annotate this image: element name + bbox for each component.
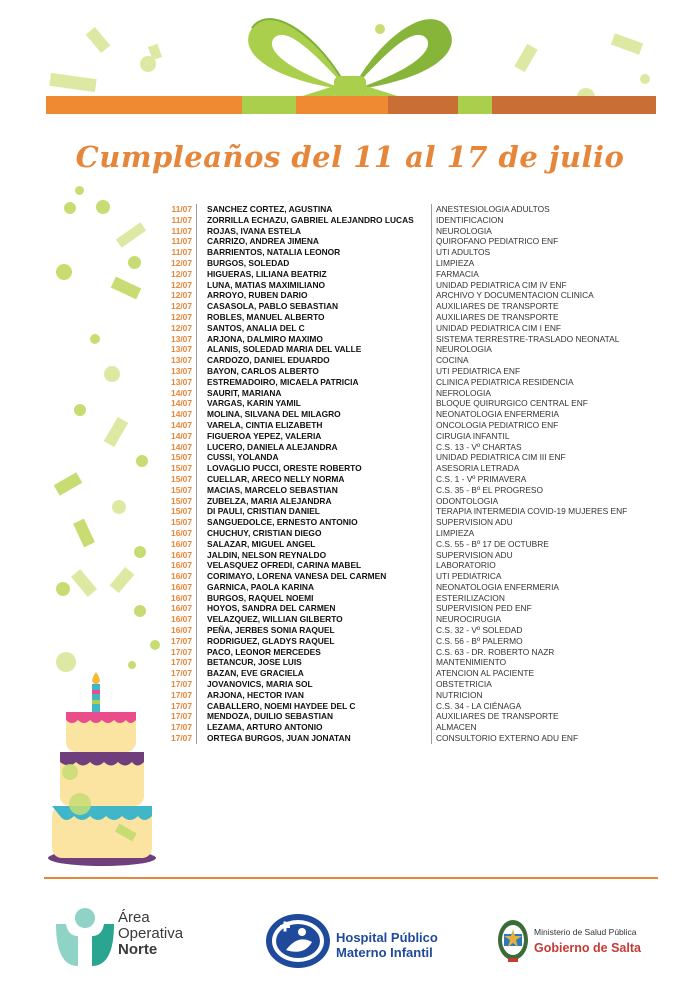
birthday-row [160, 550, 680, 561]
birthday-name: BURGOS, RAQUEL NOEMI [207, 592, 314, 603]
footer-divider [44, 877, 658, 879]
birthday-row [160, 571, 680, 582]
birthday-department: COCINA [431, 355, 676, 366]
birthday-name: LUNA, MATIAS MAXIMILIANO [207, 279, 326, 290]
birthday-row [160, 442, 680, 453]
birthday-name: ARROYO, RUBEN DARIO [207, 290, 308, 301]
birthday-date: 16/07 [160, 603, 197, 614]
birthday-row [160, 614, 680, 625]
salta-seal-icon [496, 918, 530, 964]
birthday-department: AUXILIARES DE TRANSPORTE [431, 711, 676, 722]
birthday-name: VELAZQUEZ, WILLIAN GILBERTO [207, 614, 343, 625]
birthday-name: JOVANOVICS, MARIA SOL [207, 679, 313, 690]
birthday-row [160, 334, 680, 345]
birthday-name: MACIAS, MARCELO SEBASTIAN [207, 484, 338, 495]
birthday-cake-icon [44, 672, 160, 868]
birthday-department: CIRUGIA INFANTIL [431, 431, 676, 442]
birthday-row [160, 474, 680, 485]
birthday-date: 14/07 [160, 398, 197, 409]
birthday-date: 16/07 [160, 560, 197, 571]
gift-bow-icon [230, 6, 470, 100]
birthday-department: UTI PEDIATRICA [431, 571, 676, 582]
birthday-name: CARRIZO, ANDREA JIMENA [207, 236, 319, 247]
birthday-date: 16/07 [160, 593, 197, 604]
birthday-row [160, 625, 680, 636]
birthday-date: 15/07 [160, 517, 197, 528]
birthday-department: LABORATORIO [431, 560, 676, 571]
government-name: Gobierno de Salta [534, 941, 641, 955]
birthday-name: CUSSI, YOLANDA [207, 452, 279, 463]
birthday-row [160, 668, 680, 679]
birthday-department: NEFROLOGIA [431, 388, 676, 399]
birthday-department: NEUROLOGIA [431, 344, 676, 355]
birthday-name: BAYON, CARLOS ALBERTO [207, 365, 319, 376]
birthday-name: ALANIS, SOLEDAD MARIA DEL VALLE [207, 344, 362, 355]
birthday-row [160, 226, 680, 237]
birthday-name: VARGAS, KARIN YAMIL [207, 398, 301, 409]
birthday-row [160, 733, 680, 744]
birthday-department: ODONTOLOGIA [431, 496, 676, 507]
birthday-date: 14/07 [160, 388, 197, 399]
birthday-department: C.S. 13 - Vº CHARTAS [431, 442, 676, 453]
birthday-department: UTI ADULTOS [431, 247, 676, 258]
birthday-name: ZUBELZA, MARIA ALEJANDRA [207, 495, 332, 506]
birthday-row [160, 301, 680, 312]
birthday-department: BLOQUE QUIRURGICO CENTRAL ENF [431, 398, 676, 409]
birthday-name: HOYOS, SANDRA DEL CARMEN [207, 603, 336, 614]
birthday-department: AUXILIARES DE TRANSPORTE [431, 301, 676, 312]
birthday-department: SUPERVISION PED ENF [431, 603, 676, 614]
birthday-row [160, 366, 680, 377]
birthday-date: 13/07 [160, 377, 197, 388]
birthday-name: FIGUEROA YEPEZ, VALERIA [207, 430, 322, 441]
birthday-row [160, 528, 680, 539]
birthday-date: 17/07 [160, 733, 197, 744]
birthday-date: 11/07 [160, 204, 197, 215]
birthday-department: ARCHIVO Y DOCUMENTACION CLINICA [431, 290, 676, 301]
birthday-department: FARMACIA [431, 269, 676, 280]
birthday-department: C.S. 55 - Bº 17 DE OCTUBRE [431, 539, 676, 550]
birthday-name: VARELA, CINTIA ELIZABETH [207, 419, 323, 430]
birthday-department: AUXILIARES DE TRANSPORTE [431, 312, 676, 323]
birthday-name: JALDIN, NELSON REYNALDO [207, 549, 327, 560]
birthday-date: 17/07 [160, 647, 197, 658]
birthday-row [160, 636, 680, 647]
hospital-name: Hospital Público Materno Infantil [336, 930, 438, 960]
birthday-row [160, 485, 680, 496]
birthday-date: 15/07 [160, 506, 197, 517]
birthday-date: 12/07 [160, 301, 197, 312]
birthday-department: UNIDAD PEDIATRICA CIM I ENF [431, 323, 676, 334]
birthday-date: 17/07 [160, 636, 197, 647]
birthday-date: 13/07 [160, 334, 197, 345]
birthday-row [160, 323, 680, 334]
birthday-name: BARRIENTOS, NATALIA LEONOR [207, 247, 341, 258]
birthday-department: NEUROCIRUGIA [431, 614, 676, 625]
birthday-department: ASESORIA LETRADA [431, 463, 676, 474]
birthday-date: 15/07 [160, 496, 197, 507]
birthday-row [160, 420, 680, 431]
birthday-date: 16/07 [160, 550, 197, 561]
footer [0, 890, 700, 990]
page-title: Cumpleaños del 11 al 17 de julio [75, 140, 625, 174]
birthday-date: 17/07 [160, 701, 197, 712]
birthday-date: 14/07 [160, 431, 197, 442]
birthday-row [160, 312, 680, 323]
hospital-logo [264, 912, 332, 970]
birthday-name: CABALLERO, NOEMI HAYDEE DEL C [207, 700, 356, 711]
birthday-date: 15/07 [160, 474, 197, 485]
birthday-date: 17/07 [160, 722, 197, 733]
birthday-department: C.S. 1 - Vº PRIMAVERA [431, 474, 676, 485]
birthday-name: SANTOS, ANALIA DEL C [207, 322, 305, 333]
birthday-row [160, 452, 680, 463]
ministry-name: Ministerio de Salud Pública [534, 927, 637, 937]
birthday-name: CORIMAYO, LORENA VANESA DEL CARMEN [207, 571, 387, 582]
birthday-name: SANGUEDOLCE, ERNESTO ANTONIO [207, 517, 358, 528]
birthday-date: 13/07 [160, 344, 197, 355]
birthday-department: C.S. 32 - Vº SOLEDAD [431, 625, 676, 636]
birthday-row [160, 344, 680, 355]
birthday-department: NUTRICION [431, 690, 676, 701]
birthday-name: MOLINA, SILVANA DEL MILAGRO [207, 409, 341, 420]
birthday-date: 17/07 [160, 679, 197, 690]
birthday-date: 12/07 [160, 312, 197, 323]
birthday-name: LOVAGLIO PUCCI, ORESTE ROBERTO [207, 463, 362, 474]
birthday-row [160, 377, 680, 388]
birthday-date: 11/07 [160, 236, 197, 247]
birthday-date: 11/07 [160, 226, 197, 237]
birthday-date: 16/07 [160, 614, 197, 625]
birthday-department: C.S. 63 - DR. ROBERTO NAZR [431, 647, 676, 658]
birthday-department: ANESTESIOLOGIA ADULTOS [431, 204, 676, 215]
birthday-row [160, 496, 680, 507]
birthday-department: C.S. 34 - LA CIÉNAGA [431, 701, 676, 712]
birthday-name: SAURIT, MARIANA [207, 387, 282, 398]
birthday-name: LUCERO, DANIELA ALEJANDRA [207, 441, 338, 452]
birthday-department: TERAPIA INTERMEDIA COVID-19 MUJERES ENF [431, 506, 676, 517]
birthday-date: 15/07 [160, 485, 197, 496]
birthday-department: CLINICA PEDIATRICA RESIDENCIA [431, 377, 676, 388]
birthday-department: MANTENIMIENTO [431, 657, 676, 668]
birthday-department: UTI PEDIATRICA ENF [431, 366, 676, 377]
birthday-date: 12/07 [160, 269, 197, 280]
birthday-row [160, 679, 680, 690]
birthday-department: SUPERVISION ADU [431, 517, 676, 528]
birthday-date: 16/07 [160, 582, 197, 593]
area-operativa-norte-logo [54, 902, 116, 968]
birthday-row [160, 355, 680, 366]
birthday-date: 14/07 [160, 409, 197, 420]
birthday-row [160, 560, 680, 571]
birthday-date: 16/07 [160, 539, 197, 550]
birthday-row [160, 657, 680, 668]
birthday-department: LIMPIEZA [431, 258, 676, 269]
birthday-name: RODRIGUEZ, GLADYS RAQUEL [207, 635, 335, 646]
birthday-date: 17/07 [160, 668, 197, 679]
birthday-date: 16/07 [160, 625, 197, 636]
birthday-row [160, 647, 680, 658]
birthday-date: 11/07 [160, 247, 197, 258]
birthday-row [160, 701, 680, 712]
birthday-date: 17/07 [160, 657, 197, 668]
birthday-name: ZORRILLA ECHAZU, GABRIEL ALEJANDRO LUCAS [207, 214, 414, 225]
birthday-list [160, 204, 680, 744]
birthday-row [160, 593, 680, 604]
birthday-department: NEONATOLOGIA ENFERMERIA [431, 409, 676, 420]
birthday-name: PACO, LEONOR MERCEDES [207, 646, 321, 657]
birthday-name: BAZAN, EVE GRACIELA [207, 668, 304, 679]
birthday-date: 15/07 [160, 452, 197, 463]
birthday-department: CONSULTORIO EXTERNO ADU ENF [431, 733, 676, 744]
birthday-department: ATENCION AL PACIENTE [431, 668, 676, 679]
birthday-row [160, 463, 680, 474]
birthday-name: ARJONA, HECTOR IVAN [207, 689, 304, 700]
birthday-name: SANCHEZ CORTEZ, AGUSTINA [207, 204, 333, 214]
birthday-department: NEUROLOGIA [431, 226, 676, 237]
birthday-date: 11/07 [160, 215, 197, 226]
birthday-name: MENDOZA, DUILIO SEBASTIAN [207, 711, 334, 722]
birthday-department: OBSTETRICIA [431, 679, 676, 690]
birthday-department: LIMPIEZA [431, 528, 676, 539]
birthday-department: ALMACEN [431, 722, 676, 733]
birthday-row [160, 722, 680, 733]
birthday-name: ARJONA, DALMIRO MAXIMO [207, 333, 323, 344]
birthday-date: 12/07 [160, 323, 197, 334]
birthday-row [160, 247, 680, 258]
birthday-department: ONCOLOGIA PEDIATRICO ENF [431, 420, 676, 431]
birthday-row [160, 690, 680, 701]
birthday-row [160, 539, 680, 550]
birthday-name: CARDOZO, DANIEL EDUARDO [207, 355, 330, 366]
birthday-date: 14/07 [160, 420, 197, 431]
birthday-name: CUELLAR, ARECO NELLY NORMA [207, 473, 345, 484]
aon-name: Área Operativa Norte [118, 909, 184, 958]
birthday-date: 13/07 [160, 355, 197, 366]
birthday-row [160, 204, 680, 215]
birthday-department: ESTERILIZACION [431, 593, 676, 604]
birthday-row [160, 431, 680, 442]
birthday-name: VELASQUEZ OFREDI, CARINA MABEL [207, 560, 362, 571]
birthday-date: 14/07 [160, 442, 197, 453]
birthday-name: PEÑA, JERBES SONIA RAQUEL [207, 625, 335, 636]
birthday-name: GARNICA, PAOLA KARINA [207, 581, 315, 592]
birthday-name: BETANCUR, JOSE LUIS [207, 657, 302, 668]
birthday-department: NEONATOLOGIA ENFERMERIA [431, 582, 676, 593]
birthday-name: CHUCHUY, CRISTIAN DIEGO [207, 527, 322, 538]
birthday-row [160, 215, 680, 226]
birthday-row [160, 506, 680, 517]
birthday-department: IDENTIFICACION [431, 215, 676, 226]
birthday-department: UNIDAD PEDIATRICA CIM III ENF [431, 452, 676, 463]
birthday-date: 12/07 [160, 280, 197, 291]
birthday-department: QUIROFANO PEDIATRICO ENF [431, 236, 676, 247]
birthday-date: 16/07 [160, 528, 197, 539]
birthday-name: SALAZAR, MIGUEL ANGEL [207, 538, 316, 549]
birthday-name: ORTEGA BURGOS, JUAN JONATAN [207, 733, 351, 744]
birthday-row [160, 582, 680, 593]
birthday-date: 17/07 [160, 690, 197, 701]
birthday-name: HIGUERAS, LILIANA BEATRIZ [207, 268, 327, 279]
birthday-row [160, 409, 680, 420]
birthday-date: 13/07 [160, 366, 197, 377]
birthday-row [160, 388, 680, 399]
birthday-row [160, 398, 680, 409]
birthday-date: 17/07 [160, 711, 197, 722]
birthday-row [160, 280, 680, 291]
birthday-date: 15/07 [160, 463, 197, 474]
birthday-row [160, 258, 680, 269]
gift-band [46, 96, 656, 114]
birthday-name: BURGOS, SOLEDAD [207, 257, 290, 268]
birthday-name: ESTREMADOIRO, MICAELA PATRICIA [207, 376, 359, 387]
birthday-row [160, 269, 680, 280]
birthday-department: C.S. 56 - Bº PALERMO [431, 636, 676, 647]
birthday-department: SISTEMA TERRESTRE-TRASLADO NEONATAL [431, 334, 676, 345]
birthday-name: ROBLES, MANUEL ALBERTO [207, 311, 325, 322]
birthday-date: 12/07 [160, 290, 197, 301]
birthday-department: UNIDAD PEDIATRICA CIM IV ENF [431, 280, 676, 291]
birthday-row [160, 603, 680, 614]
birthday-date: 12/07 [160, 258, 197, 269]
birthday-department: C.S. 35 - Bº EL PROGRESO [431, 485, 676, 496]
birthday-row [160, 711, 680, 722]
birthday-name: CASASOLA, PABLO SEBASTIAN [207, 301, 339, 312]
birthday-row [160, 517, 680, 528]
birthday-row [160, 290, 680, 301]
birthday-name: LEZAMA, ARTURO ANTONIO [207, 722, 323, 733]
birthday-row [160, 236, 680, 247]
birthday-date: 16/07 [160, 571, 197, 582]
birthday-name: ROJAS, IVANA ESTELA [207, 225, 301, 236]
birthday-name: DI PAULI, CRISTIAN DANIEL [207, 506, 320, 517]
birthday-department: SUPERVISION ADU [431, 550, 676, 561]
